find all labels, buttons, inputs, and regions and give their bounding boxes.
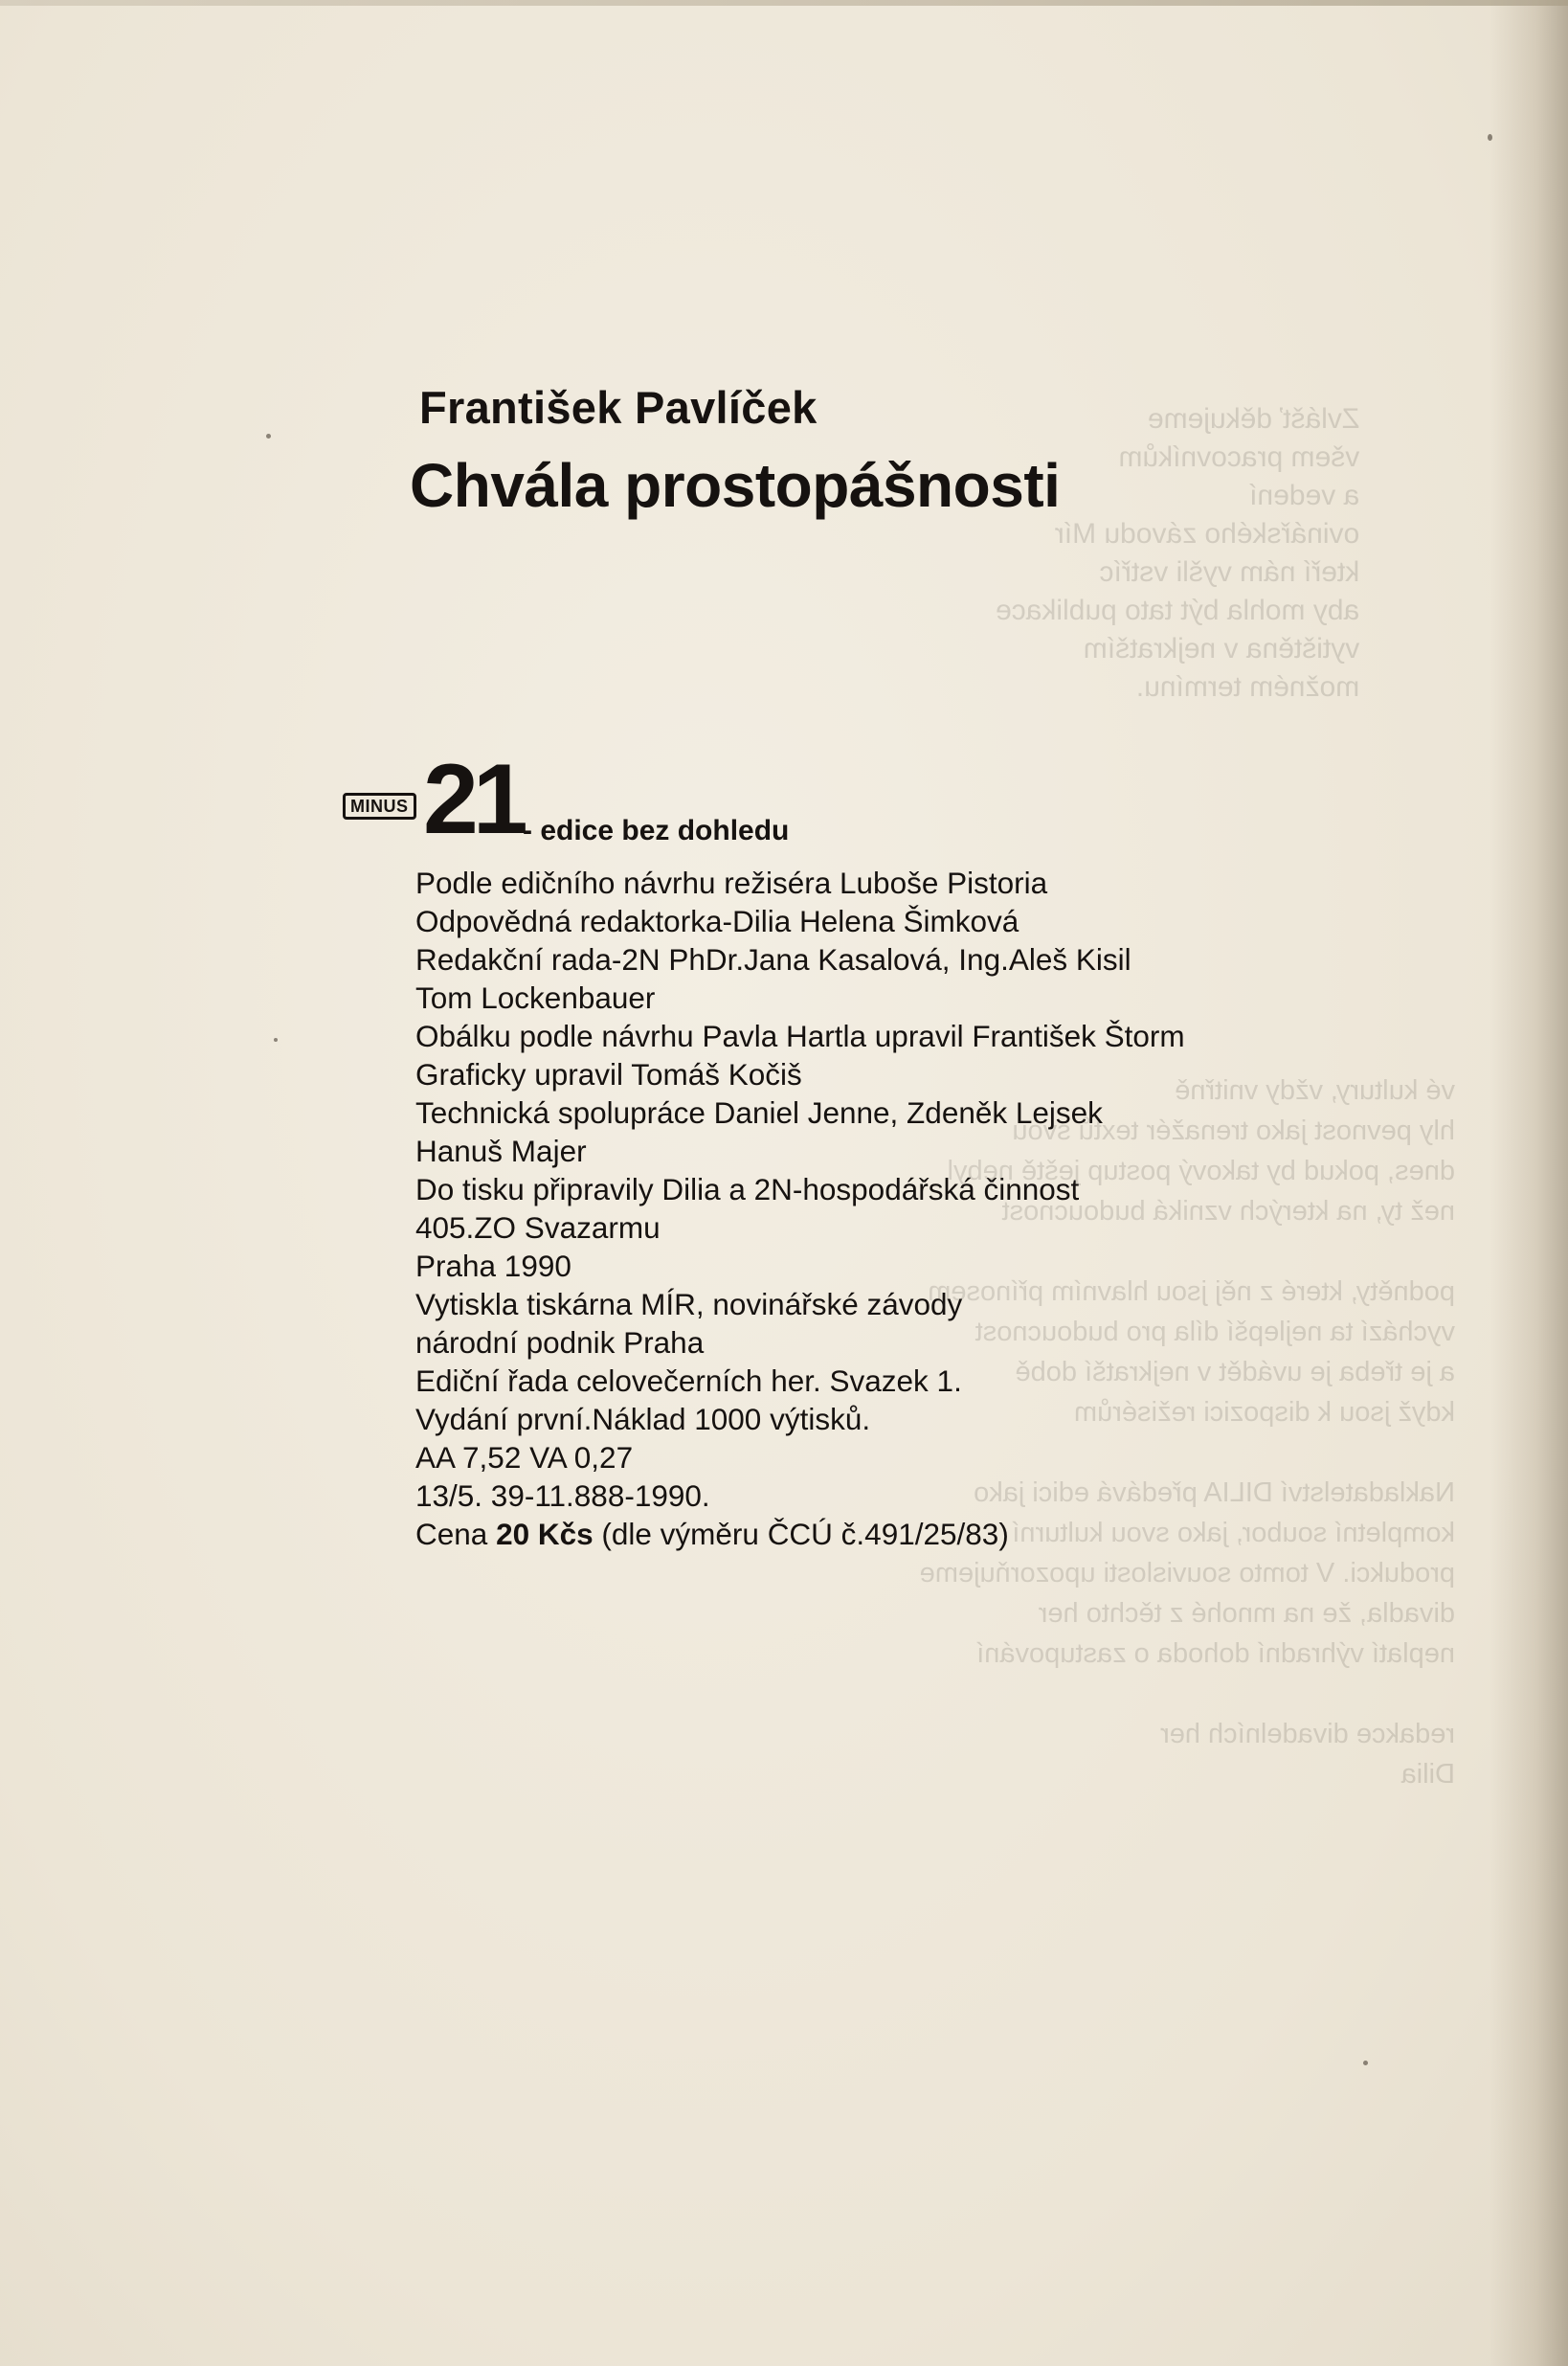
book-title: Chvála prostopášnosti bbox=[410, 451, 1061, 520]
credit-line: Vytiskla tiskárna MÍR, novinářské závody bbox=[415, 1287, 963, 1321]
series-number: 21 bbox=[423, 744, 523, 855]
series-subtitle: - edice bez dohledu bbox=[523, 815, 790, 846]
credit-line: Praha 1990 bbox=[415, 1249, 571, 1283]
paper-speck bbox=[274, 1038, 278, 1042]
credit-line: 405.ZO Svazarmu bbox=[415, 1210, 661, 1245]
minus-logo-badge: MINUS bbox=[343, 793, 416, 820]
paper-speck bbox=[1363, 2061, 1368, 2065]
credit-line: Vydání první.Náklad 1000 výtisků. bbox=[415, 1402, 871, 1436]
page-top-edge bbox=[0, 0, 1568, 6]
credit-line: AA 7,52 VA 0,27 bbox=[415, 1440, 634, 1475]
credit-line: Do tisku připravily Dilia a 2N-hospodářská činnost bbox=[415, 1172, 1080, 1206]
show-through-text: Zvlášť děkujeme všem pracovníkům a vedení ovinářského závodu Mír kteří nám vyšli vstříc aby mohla být tato publikace vytištěna v nejkratším možném termínu. bbox=[996, 403, 1360, 703]
credit-line: Hanuš Majer bbox=[415, 1134, 587, 1168]
credit-line: Graficky upravil Tomáš Kočiš bbox=[415, 1057, 802, 1092]
credit-line: Odpovědná redaktorka-Dilia Helena Šimková bbox=[415, 904, 1019, 938]
price-prefix: Cena bbox=[415, 1517, 497, 1551]
paper-speck bbox=[266, 434, 271, 439]
credit-line: Obálku podle návrhu Pavla Hartla upravil František Štorm bbox=[415, 1019, 1185, 1053]
paper-speck bbox=[1488, 134, 1492, 141]
price-amount: 20 Kčs bbox=[496, 1517, 594, 1551]
credit-line: Technická spolupráce Daniel Jenne, Zdeněk Lejsek bbox=[415, 1095, 1103, 1130]
credit-line: národní podnik Praha bbox=[415, 1325, 705, 1360]
credit-line: 13/5. 39-11.888-1990. bbox=[415, 1478, 710, 1513]
book-author: František Pavlíček bbox=[419, 382, 818, 433]
credit-line: Redakční rada-2N PhDr.Jana Kasalová, Ing.Aleš Kisil bbox=[415, 942, 1131, 977]
credit-line: Tom Lockenbauer bbox=[415, 980, 656, 1015]
credit-line: Podle edičního návrhu režiséra Luboše Pistoria bbox=[415, 866, 1048, 900]
price-suffix: (dle výměru ČCÚ č.491/25/83) bbox=[593, 1517, 1009, 1551]
credit-line: Ediční řada celovečerních her. Svazek 1. bbox=[415, 1363, 962, 1398]
show-through-text: vé kultury, vždy vnitřně hly pevnost jako trenažér textů svou dnes, pokud by takový postup ještě nebyl než ty, na kterých vzniká budoucnost podněty, které z něj jsou hlavním přínosem vychází ta nejlepší díla pro budoucnost a je třeba je uvádět v nejkratší době když jsou k dispozici režisérům Nakladatelství DILIA předává edici jako kompletní soubor, jako svou kulturní produkci. V tomto souvislosti upozorňujeme divadla, že na mnohé z těchto her neplatí výhradní dohoda o zastupování redakce divadelních her Dilia bbox=[919, 1075, 1455, 1790]
